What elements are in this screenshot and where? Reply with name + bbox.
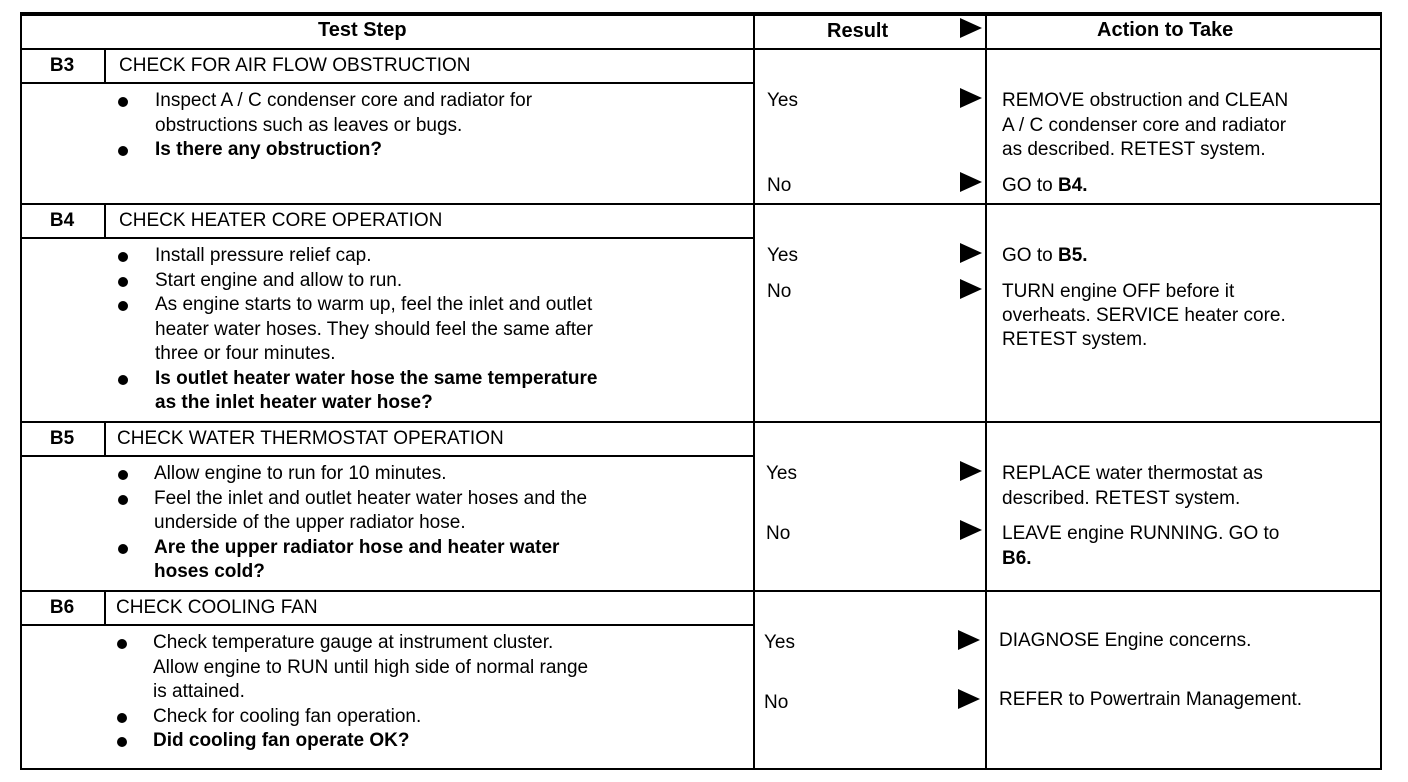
action-line: TURN engine OFF before it	[1002, 281, 1235, 302]
step-id-divider	[104, 48, 106, 84]
step-line: Install pressure relief cap.	[155, 245, 372, 266]
header-result: Result	[827, 20, 889, 42]
result-yes: Yes	[767, 245, 798, 266]
step-title: CHECK COOLING FAN	[116, 597, 318, 618]
column-divider-action	[985, 14, 987, 770]
step-line: Inspect A / C condenser core and radiator for	[155, 90, 533, 111]
arrow-icon	[960, 279, 982, 299]
action-line: DIAGNOSE Engine concerns.	[999, 630, 1252, 651]
step-line: underside of the upper radiator hose.	[154, 512, 466, 533]
arrow-icon	[960, 88, 982, 108]
action-line: as described. RETEST system.	[1002, 139, 1266, 160]
step-id: B3	[49, 55, 75, 76]
step-id: B5	[49, 428, 75, 449]
step-id-divider	[104, 590, 106, 626]
step-line: Check for cooling fan operation.	[153, 706, 422, 727]
action-line: LEAVE engine RUNNING. GO to	[1002, 523, 1280, 544]
step-line: three or four minutes.	[155, 343, 336, 364]
result-no: No	[764, 692, 789, 713]
step-question: Is there any obstruction?	[155, 139, 382, 160]
action-line: RETEST system.	[1002, 329, 1148, 350]
step-reference: B5.	[1057, 245, 1088, 266]
bullet-icon	[118, 470, 128, 480]
bullet-icon	[117, 713, 127, 723]
step-divider	[20, 421, 1382, 423]
bullet-icon	[118, 375, 128, 385]
result-yes: Yes	[766, 463, 797, 484]
step-line: Feel the inlet and outlet heater water hoses and the	[154, 488, 588, 509]
step-line: is attained.	[153, 681, 245, 702]
header-action: Action to Take	[1097, 19, 1234, 41]
step-divider	[20, 590, 1382, 592]
arrow-icon	[960, 461, 982, 481]
step-line: As engine starts to warm up, feel the inlet and outlet	[155, 294, 593, 315]
step-reference: B6.	[1002, 548, 1032, 569]
bullet-icon	[118, 97, 128, 107]
bullet-icon	[118, 277, 128, 287]
bullet-icon	[118, 301, 128, 311]
step-line: Allow engine to RUN until high side of normal range	[153, 657, 589, 678]
action-line: described. RETEST system.	[1002, 488, 1241, 509]
result-yes: Yes	[764, 632, 795, 653]
step-title-rule	[20, 455, 755, 457]
step-id: B6	[49, 597, 75, 618]
step-divider	[20, 203, 1382, 205]
step-line: Allow engine to run for 10 minutes.	[154, 463, 447, 484]
arrow-icon	[960, 18, 982, 38]
step-id-divider	[104, 421, 106, 457]
arrow-icon	[960, 243, 982, 263]
step-line: Start engine and allow to run.	[155, 270, 403, 291]
bullet-icon	[118, 146, 128, 156]
step-question: Are the upper radiator hose and heater water	[154, 537, 560, 558]
arrow-icon	[958, 630, 980, 650]
step-title-rule	[20, 624, 755, 626]
action-line: GO to B5.	[1002, 245, 1088, 266]
arrow-icon	[958, 689, 980, 709]
result-yes: Yes	[767, 90, 798, 111]
step-question: as the inlet heater water hose?	[155, 392, 433, 413]
step-reference: B4.	[1057, 175, 1088, 196]
step-title: CHECK HEATER CORE OPERATION	[119, 210, 443, 231]
bullet-icon	[118, 495, 128, 505]
step-id: B4	[49, 210, 75, 231]
bullet-icon	[118, 252, 128, 262]
step-line: Check temperature gauge at instrument cluster.	[153, 632, 554, 653]
arrow-icon	[960, 520, 982, 540]
bullet-icon	[118, 544, 128, 554]
action-line: A / C condenser core and radiator	[1002, 115, 1287, 136]
bullet-icon	[117, 737, 127, 747]
step-question: hoses cold?	[154, 561, 265, 582]
bullet-icon	[117, 639, 127, 649]
result-no: No	[767, 281, 792, 302]
header-test-step: Test Step	[318, 19, 407, 41]
arrow-icon	[960, 172, 982, 192]
action-line: GO to B4.	[1002, 175, 1088, 196]
action-line: overheats. SERVICE heater core.	[1002, 305, 1286, 326]
header-rule	[20, 48, 1382, 50]
step-line: obstructions such as leaves or bugs.	[155, 115, 463, 136]
step-question: Is outlet heater water hose the same temperature	[155, 368, 598, 389]
result-no: No	[767, 175, 792, 196]
action-line: REMOVE obstruction and CLEAN	[1002, 90, 1289, 111]
step-title-rule	[20, 237, 755, 239]
step-title: CHECK FOR AIR FLOW OBSTRUCTION	[119, 55, 471, 76]
step-question: Did cooling fan operate OK?	[153, 730, 410, 751]
step-line: heater water hoses. They should feel the same after	[155, 319, 593, 340]
step-title-rule	[20, 82, 755, 84]
column-divider-result	[753, 14, 755, 770]
step-id-divider	[104, 203, 106, 239]
action-line: REFER to Powertrain Management.	[999, 689, 1303, 710]
step-title: CHECK WATER THERMOSTAT OPERATION	[117, 428, 504, 449]
result-no: No	[766, 523, 791, 544]
action-line: REPLACE water thermostat as	[1002, 463, 1263, 484]
